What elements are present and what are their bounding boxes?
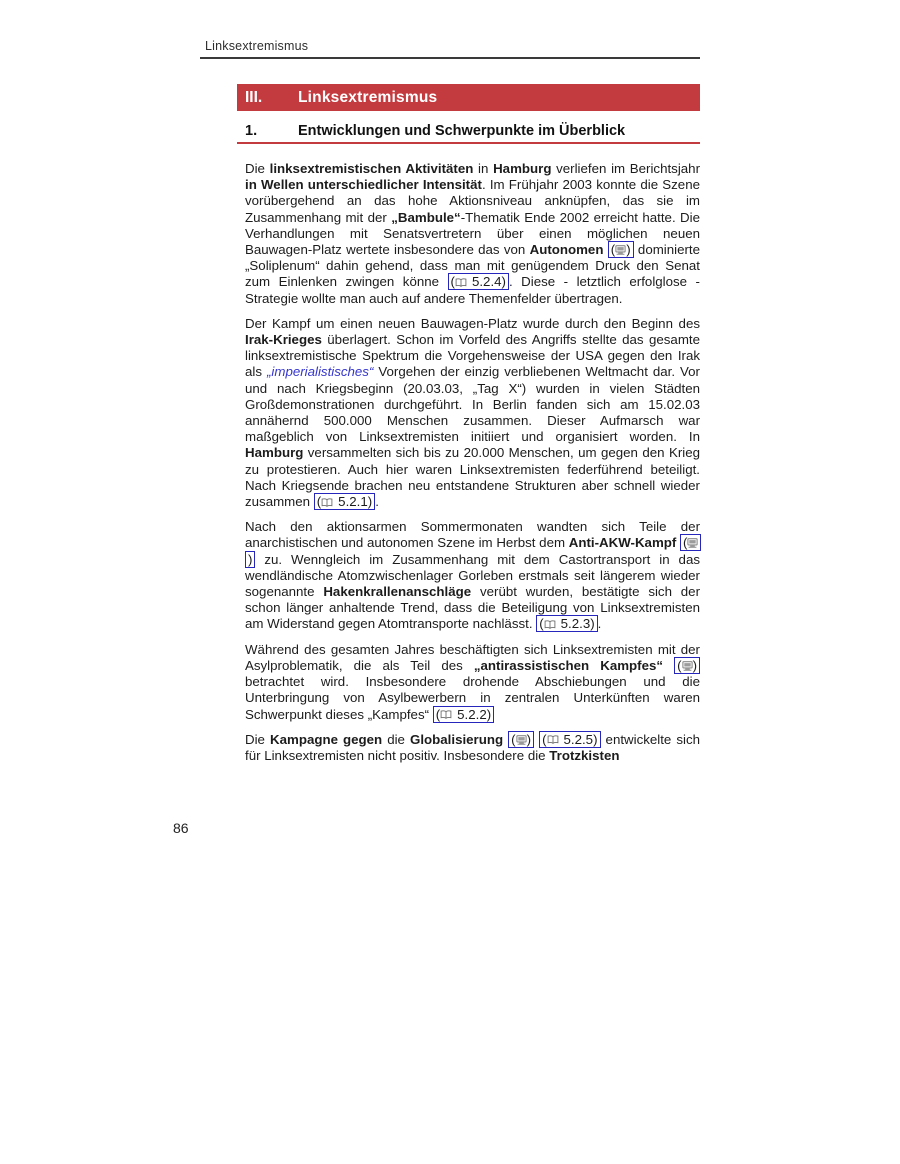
- reference-link-www[interactable]: ( ): [508, 731, 534, 748]
- text-run: [663, 658, 674, 673]
- open-book-icon: [544, 620, 556, 630]
- reference-link-book[interactable]: ( 5.2.1): [314, 493, 375, 510]
- text-run: .: [375, 494, 379, 510]
- text-run: zu. Wenngleich im Zusammenhang mit dem Castortransport in das wendländische Atomzwischenlager Gorleben erstmals seit längerem wieder sogenannte: [245, 551, 700, 600]
- bold-text: Hakenkrallenanschläge: [323, 584, 472, 600]
- text-run: überlagert. Schon im Vorfeld des Angriffs stellte das gesamte linksextremistische Spektrum die Vorgehensweise der USA gegen den Irak als: [245, 332, 700, 380]
- text-run: verübt wurden, bestätigte sich der schon länger anhaltende Trend, dass die Beteiligung von Linksextremisten am Widerstand gegen Atomtransporte nachlässt.: [245, 584, 701, 632]
- text-run: Während des gesamten Jahres beschäftigten sich Linksextremisten mit der Asylproblematik, die als Teil des: [245, 641, 700, 673]
- bold-text: Trotzkisten: [549, 747, 620, 763]
- reference-link-www[interactable]: ( ): [608, 241, 634, 258]
- text-run: die: [382, 731, 410, 747]
- reference-link-book[interactable]: ( 5.2.2): [433, 706, 494, 723]
- bold-text: „antirassistischen Kampfes“: [473, 657, 664, 673]
- bold-text: in Wellen unterschiedlicher Intensität: [245, 177, 482, 193]
- reference-link-book[interactable]: ( 5.2.3): [536, 615, 597, 632]
- reference-link-www[interactable]: ( ): [674, 657, 700, 674]
- text-run: Die: [245, 731, 270, 747]
- paragraph: [245, 161, 700, 307]
- blue-italic-text: „imperialistisches“: [266, 364, 374, 380]
- monitor-icon: [682, 661, 693, 671]
- paragraph: [245, 642, 700, 723]
- bold-text: Irak-Krieges: [245, 332, 322, 348]
- chapter-title: Linksextremismus: [298, 88, 438, 106]
- text-run: entwickelte sich für Linksextremisten nicht positiv. Insbesondere die: [245, 731, 701, 763]
- bold-text: Kampagne gegen: [270, 731, 383, 747]
- text-run: verliefen im Berichtsjahr: [551, 161, 700, 176]
- text-run: .: [597, 616, 602, 632]
- text-run: in: [473, 161, 494, 176]
- reference-number: 5.2.5: [563, 731, 594, 747]
- reference-number: 5.2.1: [338, 494, 368, 510]
- text-run: Die: [245, 161, 270, 176]
- monitor-icon: [615, 245, 626, 255]
- header-rule: [200, 57, 700, 59]
- reference-number: 5.2.4: [471, 274, 502, 290]
- text-run: betrachtet wird. Insbesondere drohende Abschiebungen und die Unterbringung von Asylbewerbern in zentralen Unterkünften waren Schwerpunkt dieses „Kampfes“: [245, 674, 700, 722]
- section-heading-underline: [237, 142, 700, 144]
- bold-text: linksextremistischen Aktivitäten: [269, 161, 474, 176]
- text-run: dominierte „Soliplenum“ dahin gehend, dass man mit genügendem Druck den Senat zum Einlenken zwingen könne: [245, 242, 701, 290]
- text-run: versammelten sich bis zu 20.000 Menschen, um gegen den Krieg zu protestieren. Auch hier waren Linksextremisten federführend beteiligt. Nach Kriegsende brachen neu entstandene Strukturen aber schnell wieder zusammen: [245, 445, 700, 510]
- body-text: [245, 161, 700, 773]
- reference-link-book[interactable]: ( 5.2.5): [539, 731, 600, 748]
- monitor-icon: [687, 538, 698, 548]
- text-run: -Thematik Ende 2002 erreicht hatte. Die Verhandlungen mit Senatsvertretern über einen möglichen neuen Bauwagen-Platz wertete insbesondere das von: [245, 209, 700, 258]
- reference-link-book[interactable]: ( 5.2.4): [448, 273, 509, 290]
- open-book-icon: [321, 498, 333, 508]
- running-header: Linksextremismus: [205, 39, 309, 53]
- text-run: Der Kampf um einen neuen Bauwagen-Platz wurde durch den Beginn des: [245, 315, 700, 331]
- paragraph: [245, 732, 700, 764]
- open-book-icon: [440, 710, 452, 720]
- section-number: 1.: [245, 123, 258, 139]
- page-number: 86: [173, 820, 189, 836]
- text-run: Nach den aktionsarmen Sommermonaten wandten sich Teile der anarchistischen und autonomen Szene im Herbst dem: [245, 519, 700, 551]
- paragraph: [245, 316, 700, 510]
- section-heading: [245, 123, 700, 139]
- text-run: . Diese - letztlich erfolglose - Strategie wollte man auch auf andere Themenfelder übertragen.: [245, 274, 700, 306]
- chapter-number: III.: [245, 88, 263, 106]
- bold-text: Hamburg: [493, 161, 552, 176]
- open-book-icon: [455, 278, 467, 288]
- bold-text: „Bambule“: [391, 209, 461, 225]
- section-title: Entwicklungen und Schwerpunkte im Überblick: [298, 123, 626, 139]
- reference-number: 5.2.3: [560, 616, 591, 632]
- reference-number: 5.2.2: [457, 706, 487, 722]
- open-book-icon: [547, 735, 559, 745]
- bold-text: Globalisierung: [410, 731, 504, 747]
- text-run: . Im Frühjahr 2003 konnte die Szene vorübergehend an das hohe Aktionsniveau anknüpfen, das sie im Zusammenhang mit der: [245, 177, 700, 225]
- bold-text: Autonomen: [529, 242, 604, 258]
- monitor-icon: [516, 735, 527, 745]
- paragraph: [245, 519, 700, 632]
- reference-link-www[interactable]: (): [245, 534, 701, 567]
- bold-text: Anti-AKW-Kampf: [568, 535, 677, 551]
- bold-text: Hamburg: [245, 445, 304, 461]
- chapter-banner: [237, 84, 700, 111]
- text-run: Vorgehen der einzig verbliebenen Weltmacht dar. Vor und nach Kriegsbeginn (20.03.03, „Tag X“) wurden in vielen Städten Großdemonstrationen durchgeführt. In Berlin fanden sich am 15.02.03 annähernd 500.000 Menschen zusammen. Dieser Aufmarsch war maßgeblich von Linksextremisten initiiert und organisiert worden. In: [245, 364, 700, 445]
